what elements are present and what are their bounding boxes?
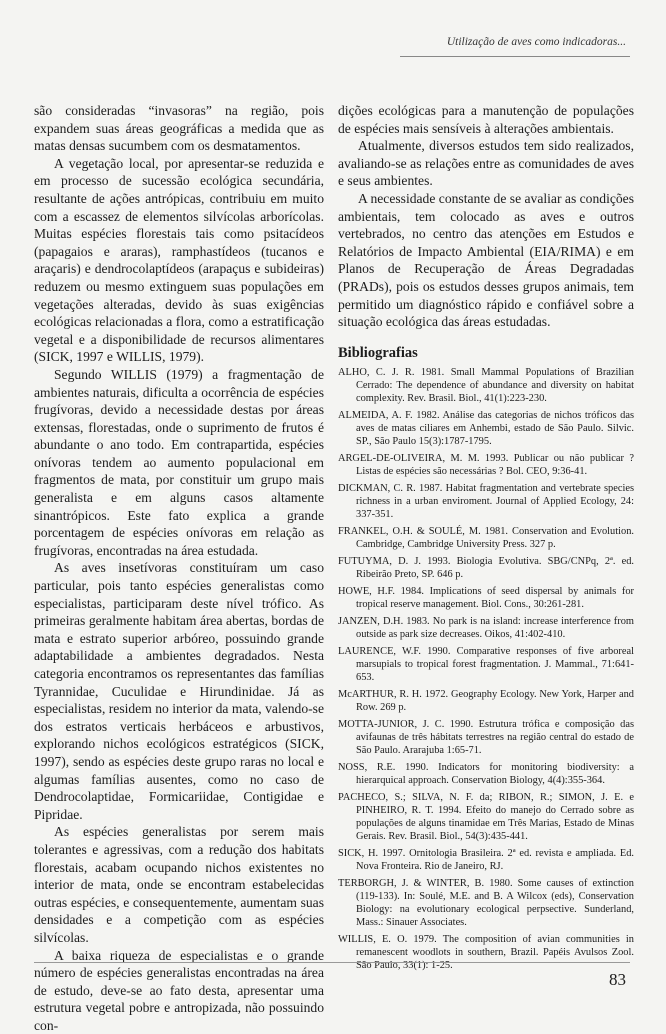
paragraph: As aves insetívoras constituíram um caso particular, pois tanto espécies generalistas como especialistas, participaram deste nível trófico. As primeiras geralmente habitam área abertas, bordas de mata e estrato superior arbóreo, possuindo grande adaptabilidade a ambientes degradados. Nesta categoria encontramos os representantes das famílias Tyrannidae, Cuculidae e Hirundinidae. Já as especialistas, residem no interior da mata, valendo-se dos estratos verticais herbáceos e arbustivos, explorando nichos ecológicos estratégicos (SICK, 1997), sendo as espécies deste grupo raras no local e algumas famílias ausentes, como no caso de Dendrocolaptidae, Formicariidae, Contigidae e Pipridae.	[34, 559, 324, 823]
running-head: Utilização de aves como indicadoras...	[447, 36, 626, 48]
reference-item: McARTHUR, R. H. 1972. Geography Ecology. New York, Harper and Row. 269 p.	[338, 688, 634, 714]
reference-list	[338, 366, 634, 972]
reference-item: FUTUYMA, D. J. 1993. Biologia Evolutiva. SBG/CNPq, 2ª. ed. Ribeirão Preto, SP. 646 p.	[338, 555, 634, 581]
reference-item: TERBORGH, J. & WINTER, B. 1980. Some causes of extinction (119-133). In: Soulé, M.E. and B. A Wilcox (eds), Conservation Biology: na evolutionary ecological perpsective. Sunderland, Mass.: Sinauer Associates.	[338, 877, 634, 929]
page-number: 83	[609, 970, 626, 990]
paragraph: Segundo WILLIS (1979) a fragmentação de ambientes naturais, dificulta a ocorrência de espécies frugívoras, devido a necessidade destas por áreas extensas, florestadas, onde o suprimento de frutos é abundante o ano todo. Em contrapartida, espécies onívoras tendem ao aumento populacional em fragmentos de mata, por constituir um grupo mais generalista e em alguns casos altamente sinantrópicos. Este fato explica a grande porcentagem de espécies onívoras em relação as frugívoras, encontradas na área estudada.	[34, 366, 324, 560]
footer-rule	[34, 962, 630, 963]
reference-item: FRANKEL, O.H. & SOULÉ, M. 1981. Conservation and Evolution. Cambridge, Cambridge University Press. 327 p.	[338, 525, 634, 551]
reference-item: HOWE, H.F. 1984. Implications of seed dispersal by animals for tropical reserve management. Biol. Cons., 30:261-281.	[338, 585, 634, 611]
left-column	[34, 102, 324, 1034]
paragraph: são consideradas “invasoras” na região, pois expandem suas áreas geográficas a medida que as matas densas sucumbem com os desmatamentos.	[34, 102, 324, 155]
reference-item: LAURENCE, W.F. 1990. Comparative responses of five arboreal marsupials to tropical forest fragmentation. J. Mammal., 71:641-653.	[338, 645, 634, 684]
reference-item: ARGEL-DE-OLIVEIRA, M. M. 1993. Publicar ou não publicar ? Listas de espécies são necessárias ? Bol. CEO, 9:36-41.	[338, 452, 634, 478]
reference-item: SICK, H. 1997. Ornitologia Brasileira. 2ª ed. revista e ampliada. Ed. Nova Fronteira. Rio de Janeiro, RJ.	[338, 847, 634, 873]
paragraph: A necessidade constante de se avaliar as condições ambientais, tem colocado as aves e outros vertebrados, no centro das atenções em Estudos e Relatórios de Impacto Ambiental (EIA/RIMA) e em Planos de Recuperação de Áreas Degradadas (PRADs), pois os estudos desses grupos animais, tem permitido um diagnóstico rápido e confiável sobre a situação ecológica das áreas estudadas.	[338, 190, 634, 331]
reference-item: JANZEN, D.H. 1983. No park is na island: increase interference from outside as park size decreases. Oikos, 41:402-410.	[338, 615, 634, 641]
reference-item: WILLIS, E. O. 1979. The composition of avian communities in remanescent woodlots in southern, Brazil. Papéis Avulsos Zool. São Paulo, 33(1): 1-25.	[338, 933, 634, 972]
reference-item: PACHECO, S.; SILVA, N. F. da; RIBON, R.; SIMON, J. E. e PINHEIRO, R. T. 1994. Efeito do manejo do Cerrado sobre as populações de alguns tinamidae em Três Marias, Estado de Minas Gerais. Rev. Brasil. Biol., 54(3):435-441.	[338, 791, 634, 843]
right-column	[338, 102, 634, 976]
paragraph: A vegetação local, por apresentar-se reduzida e em processo de sucessão ecológica secundária, resultante de ações antrópicas, contribuiu em muito com a escassez de elementos silvícolas arborícolas. Muitas espécies florestais tais como psitacídeos (papagaios e araras), ramphastídeos (tucanos e araçaris) e dendrocolaptídeos (arapaçus e subideiras) reduzem ou mesmo extinguem suas populações em vegetações alteradas, devido às suas exigências ecológicas relacionadas a flora, como a estratificação vegetal e a disponibilidade de recursos alimentares (SICK, 1997 e WILLIS, 1979).	[34, 155, 324, 366]
reference-item: ALHO, C. J. R. 1981. Small Mammal Populations of Brazilian Cerrado: The dependence of abundance and diversity on habitat complexity. Rev. Brasil. Biol., 41(1):223-230.	[338, 366, 634, 405]
reference-item: MOTTA-JUNIOR, J. C. 1990. Estrutura trófica e composição das avifaunas de três hábitats terrestres na região central do estado de São Paulo. Ararajuba 1:65-71.	[338, 718, 634, 757]
reference-item: DICKMAN, C. R. 1987. Habitat fragmentation and vertebrate species richness in a urban enviroment. Journal of Applied Ecology, 24: 337-351.	[338, 482, 634, 521]
bibliography-heading: Bibliografias	[338, 345, 634, 363]
reference-item: ALMEIDA, A. F. 1982. Análise das categorias de nichos tróficos das aves de matas ciliares em Anhembi, estado de São Paulo. Silvic. SP., São Paulo 15(3):1787-1795.	[338, 409, 634, 448]
header-rule	[400, 56, 630, 57]
paragraph: dições ecológicas para a manutenção de populações de espécies mais sensíveis à alterações ambientais.	[338, 102, 634, 137]
reference-item: NOSS, R.E. 1990. Indicators for monitoring biodiversity: a hierarquical approach. Conservation Biology, 4(4):355-364.	[338, 761, 634, 787]
paragraph: Atualmente, diversos estudos tem sido realizados, avaliando-se as relações entre as comunidades de aves e seus ambientes.	[338, 137, 634, 190]
paragraph: As espécies generalistas por serem mais tolerantes e agressivas, com a redução dos habitats florestais, acabam ocupando nichos existentes no interior de mata, onde se encontram estabelecidas outras espécies, e consequentemente, aumentam suas densidades e a competição com as espécies silvícolas.	[34, 823, 324, 946]
paragraph: A baixa riqueza de especialistas e o grande número de espécies generalistas encontradas na área de estudo, deve-se ao fato desta, apresentar uma estrutura vegetal pobre e antropizada, não possuindo con-	[34, 947, 324, 1034]
